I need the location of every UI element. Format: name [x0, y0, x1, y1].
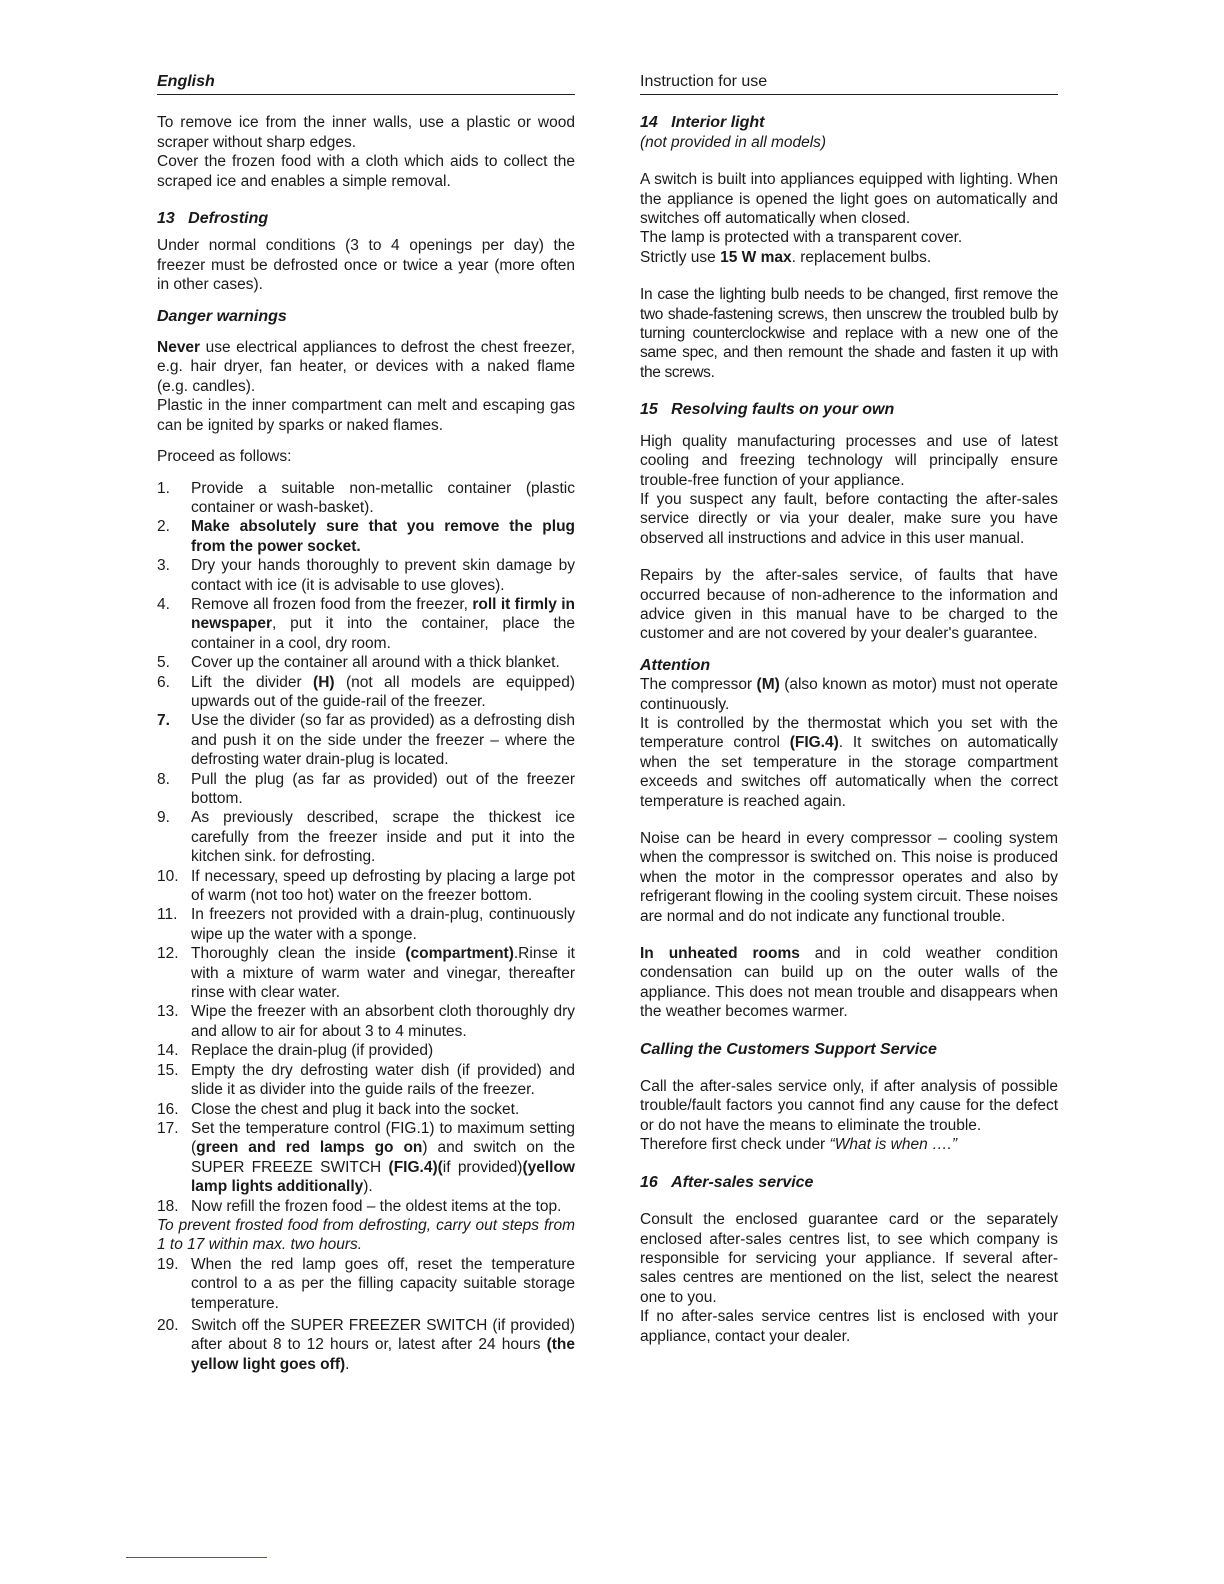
never-bold: Never — [157, 339, 201, 357]
danger-warnings-heading: Danger warnings — [157, 307, 287, 325]
attention-paragraph-1: The compressor (M) (also known as motor) must not operate continuously. — [640, 676, 1058, 713]
list-item: 19. When the red lamp goes off, reset the temperature control to a as per the filling capacity suitable storage temperature. — [157, 1255, 575, 1312]
attention-heading: Attention — [640, 656, 711, 674]
document-title-header: Instruction for use — [640, 72, 1058, 95]
section-15-number: 15 — [640, 401, 658, 419]
section-16-title: After-sales service — [671, 1173, 814, 1191]
intro-paragraph-1: To remove ice from the inner walls, use a plastic or wood scraper without sharp edges. — [157, 114, 575, 151]
section-14-number: 14 — [640, 114, 658, 132]
list-item: 16. Close the chest and plug it back into the socket. — [157, 1100, 520, 1118]
list-item: 18. Now refill the frozen food – the oldest items at the top. — [157, 1197, 562, 1215]
defrost-steps-list — [157, 479, 575, 1216]
defrost-steps-list-continued — [157, 1255, 575, 1374]
calling-paragraph-2: Therefore first check under “What is when ….” — [640, 1136, 958, 1154]
unheated-rooms-paragraph: In unheated rooms and in cold weather condition condensation can build up on the outer walls of the appliance. This does not mean trouble and disappears when the weather becomes warmer. — [640, 945, 1058, 1021]
right-column — [640, 72, 1058, 1346]
list-item: 7. Use the divider (so far as provided) as a defrosting dish and push it on the side under the freezer – where the defrosting water drain-plug is located. — [157, 712, 575, 769]
intro-paragraph-2: Cover the frozen food with a cloth which aids to collect the scraped ice and enables a simple removal. — [157, 153, 575, 190]
list-item: 1. Provide a suitable non-metallic container (plastic container or wash-basket). — [157, 479, 575, 516]
light-paragraph-3: Strictly use 15 W max. replacement bulbs. — [640, 248, 932, 266]
section-14-title: Interior light — [671, 114, 765, 132]
list-item: 14. Replace the drain-plug (if provided) — [157, 1042, 434, 1060]
list-item: 17. Set the temperature control (FIG.1) to maximum setting (green and red lamps go on) and switch on the SUPER FREEZE SWITCH (FIG.4)(if provided)(yellow lamp lights additionally). — [157, 1119, 575, 1196]
list-item: 9. As previously described, scrape the thickest ice carefully from the freezer inside and put it into the kitchen sink. for defrosting. — [157, 809, 575, 866]
section-13-title: Defrosting — [188, 210, 269, 228]
language-header: English — [157, 72, 575, 95]
bulb-change-paragraph: In case the lighting bulb needs to be changed, first remove the two shade-fastening screws, then unscrew the troubled bulb by turning counterclockwise and replace with a new one of the same spec, and then remount the shade and fasten it up with the screws. — [640, 286, 1058, 381]
attention-paragraph-2: It is controlled by the thermostat which you set with the temperature control (FIG.4). It switches on automatically when the set temperature in the storage compartment exceeds and switches off automatically when the correct temperature is reached again. — [640, 714, 1058, 810]
list-item: 13. Wipe the freezer with an absorbent cloth thoroughly dry and allow to air for about 3 to 4 minutes. — [157, 1003, 575, 1040]
list-item: 20. Switch off the SUPER FREEZER SWITCH (if provided) after about 8 to 12 hours or, latest after 24 hours (the yellow light goes off). — [157, 1316, 575, 1373]
calling-paragraph-1: Call the after-sales service only, if after analysis of possible trouble/fault factors you cannot find any cause for the defect or do not have the means to eliminate the trouble. — [640, 1078, 1058, 1134]
after-sales-paragraph-2: If no after-sales service centres list is enclosed with your appliance, contact your dealer. — [640, 1308, 1058, 1345]
faults-paragraph-1: High quality manufacturing processes and use of latest cooling and freezing technology will principally ensure trouble-free function of your appliance. — [640, 432, 1058, 489]
light-paragraph-1: A switch is built into appliances equipped with lighting. When the appliance is opened the light goes on automatically and switches off automatically when closed. — [640, 171, 1058, 228]
light-paragraph-2: The lamp is protected with a transparent cover. — [640, 229, 963, 247]
noise-paragraph: Noise can be heard in every compressor – cooling system when the compressor is switched on. This noise is produced when the motor in the compressor operates and also by refrigerant flowing in the cooling system circuit. These noises are normal and do not indicate any functional trouble. — [640, 830, 1058, 925]
section-16-heading — [640, 1173, 1058, 1192]
list-item: 10. If necessary, speed up defrosting by placing a large pot of warm (not too hot) water on the freezer bottom. — [157, 867, 575, 905]
list-item: 3. Dry your hands thoroughly to prevent skin damage by contact with ice (it is advisable to use gloves). — [157, 557, 575, 594]
never-text: use electrical appliances to defrost the chest freezer, e.g. hair dryer, fan heater, or devices with a naked flame (e.g. candles). — [157, 339, 575, 395]
section-16-number: 16 — [640, 1173, 658, 1191]
section-13-number: 13 — [157, 210, 175, 228]
defrost-paragraph: Under normal conditions (3 to 4 openings per day) the freezer must be defrosted once or twice a year (more often in other cases). — [157, 237, 575, 294]
proceed-text: Proceed as follows: — [157, 448, 292, 466]
repairs-paragraph: Repairs by the after-sales service, of faults that have occurred because of non-adherence to the information and advice given in this manual have to be charged to the customer and are not covered by your dealer's guarantee. — [640, 567, 1058, 643]
plastic-paragraph: Plastic in the inner compartment can melt and escaping gas can be ignited by sparks or naked flames. — [157, 397, 575, 434]
section-15-title: Resolving faults on your own — [671, 401, 895, 419]
list-item: 2. Make absolutely sure that you remove the plug from the power socket. — [157, 518, 575, 555]
section-14-heading — [640, 113, 1058, 132]
never-paragraph — [157, 338, 575, 396]
section-15-heading — [640, 400, 1058, 419]
section-13-heading — [157, 209, 575, 228]
footnote-rule — [126, 1557, 267, 1558]
faults-paragraph-2: If you suspect any fault, before contacting the after-sales service directly or via your dealer, make sure you have observed all instructions and advice in this user manual. — [640, 490, 1058, 547]
list-item: 4. Remove all frozen food from the freezer, roll it firmly in newspaper, put it into the container, place the container in a cool, dry room. — [157, 595, 576, 652]
list-item: 8. Pull the plug (as far as provided) out of the freezer bottom. — [157, 770, 575, 807]
list-item: 12. Thoroughly clean the inside (compartment).Rinse it with a mixture of warm water and vinegar, thereafter rinse with clear water. — [157, 945, 575, 1002]
two-hours-note: To prevent frosted food from defrosting, carry out steps from 1 to 17 within max. two hours. — [157, 1216, 575, 1254]
calling-support-heading: Calling the Customers Support Service — [640, 1040, 937, 1058]
list-item: 11. In freezers not provided with a drain-plug, continuously wipe up the water with a sponge. — [157, 906, 575, 943]
list-item: 5. Cover up the container all around with a thick blanket. — [157, 654, 560, 672]
list-item: 6. Lift the divider (H) (not all models are equipped) upwards out of the guide-rail of the freezer. — [157, 673, 575, 710]
section-14-subtitle: (not provided in all models) — [640, 133, 827, 151]
list-item: 15. Empty the dry defrosting water dish (if provided) and slide it as divider into the guide rails of the freezer. — [157, 1061, 575, 1099]
left-column — [157, 72, 575, 1374]
after-sales-paragraph-1: Consult the enclosed guarantee card or the separately enclosed after-sales centres list, to see which company is responsible for servicing your appliance. If several after-sales centres are mentioned on the list, select the nearest one to you. — [640, 1211, 1058, 1306]
